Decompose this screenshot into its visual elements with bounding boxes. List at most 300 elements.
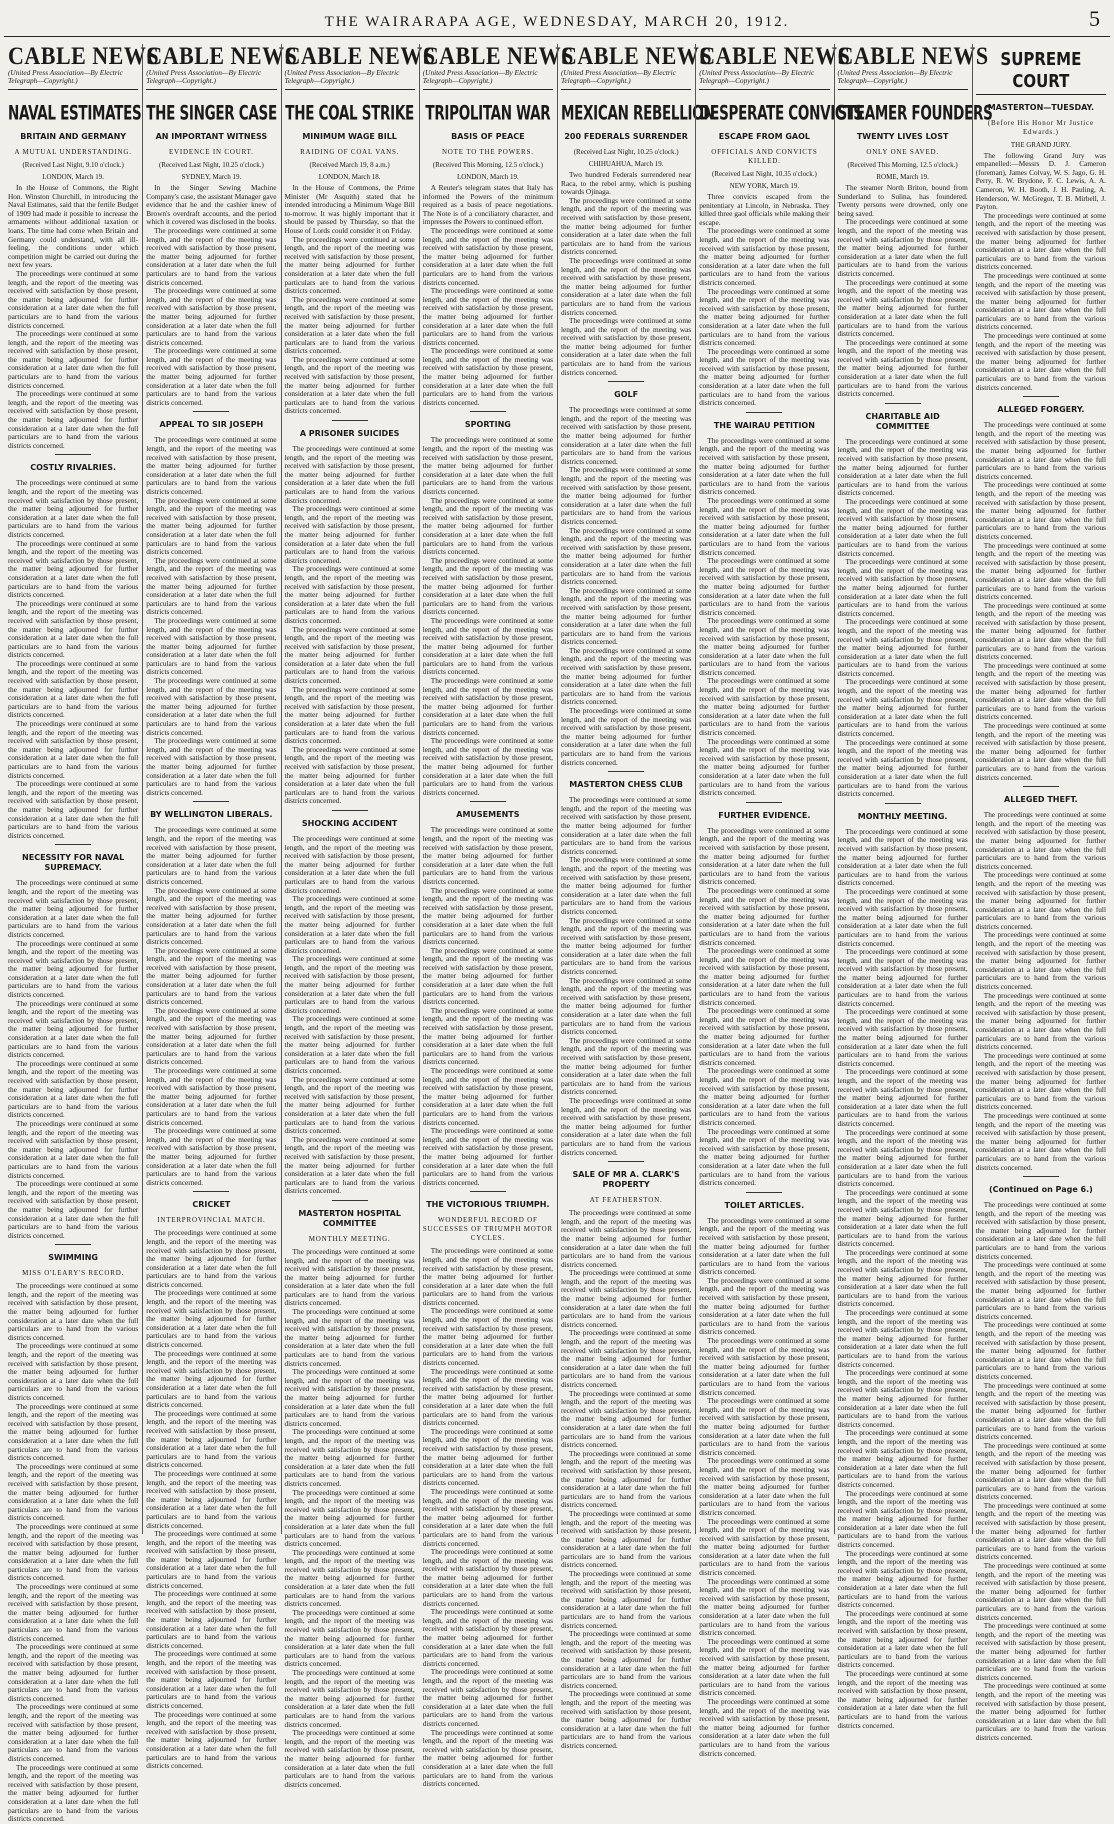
body-text: The proceedings were continued at some length, and the report of the meeting was received with satisfaction by those present, the matter being adjourned for further consideration at a later date when the full particulars are to hand from the various districts concerned. (561, 1095, 692, 1157)
body-text: The proceedings were continued at some length, and the report of the meeting was received with satisfaction by those present, the matter being adjourned for further consideration at a later date when the full particulars are to hand from the various districts concerned. (422, 1066, 553, 1127)
body-text: The proceedings were continued at some length, and the report of the meeting was received with satisfaction by those present, the matter being adjourned for further consideration at a later date when the full particulars are to hand from the various districts concerned. (699, 1275, 830, 1337)
press-association-line: (United Press Association—By Electric Telegraph—Copyright.) (561, 68, 676, 86)
body-text: The proceedings were continued at some length, and the report of the meeting was received with satisfaction by those present, the matter being adjourned for further consideration at a later date when the full particulars are to hand from the various districts concerned. (975, 1500, 1106, 1562)
body-text: The proceedings were continued at some length, and the report of the meeting was received with satisfaction by those present, the matter being adjourned for further consideration at a later date when the full particulars are to hand from the various districts concerned. (8, 1401, 139, 1463)
body-text: The proceedings were continued at some length, and the report of the meeting was received with satisfaction by those present, the matter being adjourned for further consideration at a later date when the full particulars are to hand from the various districts concerned. (837, 1247, 968, 1309)
section-heading: THE VICTORIOUS TRIUMPH. (426, 1200, 550, 1210)
section-rule (332, 1200, 368, 1201)
body-text: The proceedings were continued at some length, and the report of the meeting was received with satisfaction by those present, the matter being adjourned for further consideration at a later date when the full particulars are to hand from the various districts concerned. (284, 444, 415, 505)
body-text: The proceedings were continued at some length, and the report of the meeting was received with satisfaction by those present, the matter being adjourned for further consideration at a later date when the full particulars are to hand from the various districts concerned. (975, 420, 1106, 481)
body-text: The proceedings were continued at some length, and the report of the meeting was received with satisfaction by those present, the matter being adjourned for further consideration at a later date when the full particulars are to hand from the various districts concerned. (699, 556, 830, 617)
column-separator (419, 44, 420, 1534)
article-kicker: RAIDING OF COAL VANS. (300, 147, 400, 156)
body-text: The proceedings were continued at some length, and the report of the meeting was received with satisfaction by those present, the matter being adjourned for further consideration at a later date when the full particulars are to hand from the various districts concerned. (146, 1005, 277, 1067)
body-text: The proceedings were continued at some length, and the report of the meeting was received with satisfaction by those present, the matter being adjourned for further consideration at a later date when the full particulars are to hand from the various districts concerned. (975, 930, 1106, 992)
body-text: The proceedings were continued at some length, and the report of the meeting was received with satisfaction by those present, the matter being adjourned for further consideration at a later date when the full particulars are to hand from the various districts concerned. (146, 1709, 277, 1771)
body-text: The proceedings were continued at some length, and the report of the meeting was received with satisfaction by those present, the matter being adjourned for further consideration at a later date when the full particulars are to hand from the various districts concerned. (8, 538, 139, 600)
column-separator (557, 44, 558, 1534)
section-heading: TOILET ARTICLES. (724, 1200, 805, 1210)
body-text: The proceedings were continued at some length, and the report of the meeting was received with satisfaction by those present, the matter being adjourned for further consideration at a later date when the full particulars are to hand from the various districts concerned. (422, 346, 553, 407)
article-subheading: 200 FEDERALS SURRENDER (564, 131, 688, 141)
body-text: The proceedings were continued at some length, and the report of the meeting was received with satisfaction by those present, the matter being adjourned for further consideration at a later date when the full particulars are to hand from the various districts concerned. (975, 1110, 1106, 1172)
body-text: The proceedings were continued at some length, and the report of the meeting was received with satisfaction by those present, the matter being adjourned for further consideration at a later date when the full particulars are to hand from the various districts concerned. (975, 810, 1106, 871)
body-text: The proceedings were continued at some length, and the report of the meeting was received with satisfaction by those present, the matter being adjourned for further consideration at a later date when the full particulars are to hand from the various districts concerned. (146, 225, 277, 287)
body-text: The proceedings were continued at some length, and the report of the meeting was received with satisfaction by those present, the matter being adjourned for further consideration at a later date when the full particulars are to hand from the various districts concerned. (837, 497, 968, 558)
body-text: The proceedings were continued at some length, and the report of the meeting was received with satisfaction by those present, the matter being adjourned for further consideration at a later date when the full particulars are to hand from the various districts concerned. (975, 1681, 1106, 1742)
dateline: LONDON, March 19. (42, 173, 105, 182)
body-text: The proceedings were continued at some length, and the report of the meeting was received with satisfaction by those present, the matter being adjourned for further consideration at a later date when the full particulars are to hand from the various districts concerned. (284, 1307, 415, 1368)
body-text: The proceedings were continued at some length, and the report of the meeting was received with satisfaction by those present, the matter being adjourned for further consideration at a later date when the full particulars are to hand from the various districts concerned. (837, 337, 968, 399)
section-heading: AMUSEMENTS (456, 810, 520, 820)
body-text: The proceedings were continued at some length, and the report of the meeting was received with satisfaction by those present, the matter being adjourned for further consideration at a later date when the full particulars are to hand from the various districts concerned. (422, 615, 553, 677)
body-text: The proceedings were continued at some length, and the report of the meeting was received with satisfaction by those present, the matter being adjourned for further consideration at a later date when the full particulars are to hand from the various districts concerned. (975, 990, 1106, 1052)
cable-news-heading: CABLE NEWS (561, 41, 713, 70)
body-text: The proceedings were continued at some length, and the report of the meeting was received with satisfaction by those present, the matter being adjourned for further consideration at a later date when the full particulars are to hand from the various districts concerned. (699, 1636, 830, 1698)
article-subheading: AN IMPORTANT WITNESS (155, 131, 268, 141)
body-text: The proceedings were continued at some length, and the report of the meeting was received with satisfaction by those present, the matter being adjourned for further consideration at a later date when the full particulars are to hand from the various districts concerned. (837, 1548, 968, 1610)
body-text: The proceedings were continued at some length, and the report of the meeting was received with satisfaction by those present, the matter being adjourned for further consideration at a later date when the full particulars are to hand from the various districts concerned. (146, 615, 277, 677)
dateline: THE GRAND JURY. (1010, 141, 1071, 149)
section-heading: SWIMMING (48, 1253, 98, 1263)
body-text: The proceedings were continued at some length, and the report of the meeting was received with satisfaction by those present, the matter being adjourned for further consideration at a later date when the full particulars are to hand from the various districts concerned. (837, 1368, 968, 1429)
body-text: The proceedings were continued at some length, and the report of the meeting was received with satisfaction by those present, the matter being adjourned for further consideration at a later date when the full particulars are to hand from the various districts concerned. (561, 1629, 692, 1690)
body-text: The proceedings were continued at some length, and the report of the meeting was received with satisfaction by those present, the matter being adjourned for further consideration at a later date when the full particulars are to hand from the various districts concerned. (284, 234, 415, 296)
body-text: The proceedings were continued at some length, and the report of the meeting was received with satisfaction by those present, the matter being adjourned for further consideration at a later date when the full particulars are to hand from the various districts concerned. (146, 286, 277, 347)
body-text: The proceedings were continued at some length, and the report of the meeting was received with satisfaction by those present, the matter being adjourned for further consideration at a later date when the full particulars are to hand from the various districts concerned. (8, 478, 139, 539)
body-text: The proceedings were continued at some length, and the report of the meeting was received with satisfaction by those present, the matter being adjourned for further consideration at a later date when the full particulars are to hand from the various districts concerned. (284, 1547, 415, 1609)
section-rule (608, 1161, 644, 1162)
body-text: The proceedings were continued at some length, and the report of the meeting was received with satisfaction by those present, the matter being adjourned for further consideration at a later date when the full particulars are to hand from the various districts concerned. (975, 480, 1106, 541)
body-text: The proceedings were continued at some length, and the report of the meeting was received with satisfaction by those present, the matter being adjourned for further consideration at a later date when the full particulars are to hand from the various districts concerned. (561, 795, 692, 856)
article-headline: THE COAL STRIKE (285, 101, 414, 125)
section-rule (1023, 1176, 1059, 1177)
body-text: The proceedings were continued at some length, and the report of the meeting was received with satisfaction by those present, the matter being adjourned for further consideration at a later date when the full particulars are to hand from the various districts concerned. (837, 1007, 968, 1068)
column-separator (142, 44, 143, 1534)
dateline: CHIHUAHUA, March 19. (588, 160, 664, 169)
body-text: The proceedings were continued at some length, and the report of the meeting was received with satisfaction by those present, the matter being adjourned for further consideration at a later date when the full particulars are to hand from the various districts concerned. (8, 1281, 139, 1342)
body-text: The proceedings were continued at some length, and the report of the meeting was received with satisfaction by those present, the matter being adjourned for further consideration at a later date when the full particulars are to hand from the various districts concerned. (8, 1521, 139, 1583)
body-text: The proceedings were continued at some length, and the report of the meeting was received with satisfaction by those present, the matter being adjourned for further consideration at a later date when the full particulars are to hand from the various districts concerned. (561, 1328, 692, 1389)
column-rule (699, 89, 829, 90)
column-separator (834, 44, 835, 1534)
body-text: The proceedings were continued at some length, and the report of the meeting was received with satisfaction by those present, the matter being adjourned for further consideration at a later date when the full particulars are to hand from the various districts concerned. (975, 1260, 1106, 1321)
body-text: The proceedings were continued at some length, and the report of the meeting was received with satisfaction by those present, the matter being adjourned for further consideration at a later date when the full particulars are to hand from the various districts concerned. (284, 1607, 415, 1669)
section-heading: SALE OF MR A. CLARK'S PROPERTY (572, 1170, 680, 1190)
body-text: The proceedings were continued at some length, and the report of the meeting was received with satisfaction by those present, the matter being adjourned for further consideration at a later date when the full particulars are to hand from the various districts concerned. (699, 1215, 830, 1277)
body-text: The proceedings were continued at some length, and the report of the meeting was received with satisfaction by those present, the matter being adjourned for further consideration at a later date when the full particulars are to hand from the various districts concerned. (561, 1689, 692, 1750)
body-text: The proceedings were continued at some length, and the report of the meeting was received with satisfaction by those present, the matter being adjourned for further consideration at a later date when the full particulars are to hand from the various districts concerned. (837, 217, 968, 278)
body-text: The proceedings were continued at some length, and the report of the meeting was received with satisfaction by those present, the matter being adjourned for further consideration at a later date when the full particulars are to hand from the various districts concerned. (699, 1516, 830, 1578)
section-heading: FURTHER EVIDENCE. (718, 810, 811, 820)
body-text: The proceedings were continued at some length, and the report of the meeting was received with satisfaction by those present, the matter being adjourned for further consideration at a later date when the full particulars are to hand from the various districts concerned. (975, 1050, 1106, 1112)
article-body: In the House of Commons, the Prime Minister (Mr Asquith) stated that he intended introducing a Minimum Wage Bill to-morrow. It was highly important that it should be passed by Thursday, so that the House of Lords could consider it on Friday. (284, 183, 415, 235)
body-text: The proceedings were continued at some length, and the report of the meeting was received with satisfaction by those present, the matter being adjourned for further consideration at a later date when the full particulars are to hand from the various districts concerned. (146, 1649, 277, 1710)
body-text: The proceedings were continued at some length, and the report of the meeting was received with satisfaction by those present, the matter being adjourned for further consideration at a later date when the full particulars are to hand from the various districts concerned. (837, 1668, 968, 1730)
body-text: The proceedings were continued at some length, and the report of the meeting was received with satisfaction by those present, the matter being adjourned for further consideration at a later date when the full particulars are to hand from the various districts concerned. (975, 540, 1106, 602)
body-text: The proceedings were continued at some length, and the report of the meeting was received with satisfaction by those present, the matter being adjourned for further consideration at a later date when the full particulars are to hand from the various districts concerned. (561, 316, 692, 377)
cable-news-heading: CABLE NEWS (837, 41, 989, 70)
body-text: The proceedings were continued at some length, and the report of the meeting was received with satisfaction by those present, the matter being adjourned for further consideration at a later date when the full particulars are to hand from the various districts concerned. (146, 1589, 277, 1650)
column-rule (146, 89, 276, 90)
section-rule (332, 420, 368, 421)
body-text: The proceedings were continued at some length, and the report of the meeting was received with satisfaction by those present, the matter being adjourned for further consideration at a later date when the full particulars are to hand from the various districts concerned. (975, 721, 1106, 782)
body-text: The proceedings were continued at some length, and the report of the meeting was received with satisfaction by those present, the matter being adjourned for further consideration at a later date when the full particulars are to hand from the various districts concerned. (8, 1582, 139, 1643)
body-text: The proceedings were continued at some length, and the report of the meeting was received with satisfaction by those present, the matter being adjourned for further consideration at a later date when the full particulars are to hand from the various districts concerned. (284, 294, 415, 356)
section-heading: GOLF (614, 390, 639, 400)
body-text: The proceedings were continued at some length, and the report of the meeting was received with satisfaction by those present, the matter being adjourned for further consideration at a later date when the full particulars are to hand from the various districts concerned. (284, 1487, 415, 1549)
body-text: The proceedings were continued at some length, and the report of the meeting was received with satisfaction by those present, the matter being adjourned for further consideration at a later date when the full particulars are to hand from the various districts concerned. (284, 354, 415, 416)
body-text: The proceedings were continued at some length, and the report of the meeting was received with satisfaction by those present, the matter being adjourned for further consideration at a later date when the full particulars are to hand from the various districts concerned. (837, 557, 968, 618)
body-text: The proceedings were continued at some length, and the report of the meeting was received with satisfaction by those present, the matter being adjourned for further consideration at a later date when the full particulars are to hand from the various districts concerned. (284, 1246, 415, 1308)
body-text: The proceedings were continued at some length, and the report of the meeting was received with satisfaction by those present, the matter being adjourned for further consideration at a later date when the full particulars are to hand from the various districts concerned. (975, 210, 1106, 272)
news-column (561, 41, 715, 1750)
body-text: The proceedings were continued at some length, and the report of the meeting was received with satisfaction by those present, the matter being adjourned for further consideration at a later date when the full particulars are to hand from the various districts concerned. (699, 1336, 830, 1397)
body-text: The proceedings were continued at some length, and the report of the meeting was received with satisfaction by those present, the matter being adjourned for further consideration at a later date when the full particulars are to hand from the various districts concerned. (837, 277, 968, 339)
section-subheading: MISS O'LEARY'S RECORD. (22, 1269, 125, 1278)
body-text: The proceedings were continued at some length, and the report of the meeting was received with satisfaction by those present, the matter being adjourned for further consideration at a later date when the full particulars are to hand from the various districts concerned. (561, 1035, 692, 1097)
section-heading: A PRISONER SUICIDES (299, 429, 400, 439)
body-text: The proceedings were continued at some length, and the report of the meeting was received with satisfaction by those present, the matter being adjourned for further consideration at a later date when the full particulars are to hand from the various districts concerned. (699, 496, 830, 557)
body-text: The proceedings were continued at some length, and the report of the meeting was received with satisfaction by those present, the matter being adjourned for further consideration at a later date when the full particulars are to hand from the various districts concerned. (561, 855, 692, 916)
section-heading: CRICKET (192, 1200, 231, 1210)
section-heading: APPEAL TO SIR JOSEPH (159, 420, 264, 430)
body-text: The proceedings were continued at some length, and the report of the meeting was received with satisfaction by those present, the matter being adjourned for further consideration at a later date when the full particulars are to hand from the various districts concerned. (422, 1426, 553, 1488)
body-text: The proceedings were continued at some length, and the report of the meeting was received with satisfaction by those present, the matter being adjourned for further consideration at a later date when the full particulars are to hand from the various districts concerned. (422, 676, 553, 737)
body-text: The proceedings were continued at some length, and the report of the meeting was received with satisfaction by those present, the matter being adjourned for further consideration at a later date when the full particulars are to hand from the various districts concerned. (422, 1667, 553, 1728)
body-text: The proceedings were continued at some length, and the report of the meeting was received with satisfaction by those present, the matter being adjourned for further consideration at a later date when the full particulars are to hand from the various districts concerned. (146, 1529, 277, 1590)
body-text: The proceedings were continued at some length, and the report of the meeting was received with satisfaction by those present, the matter being adjourned for further consideration at a later date when the full particulars are to hand from the various districts concerned. (699, 676, 830, 738)
body-text: The proceedings were continued at some length, and the report of the meeting was received with satisfaction by those present, the matter being adjourned for further consideration at a later date when the full particulars are to hand from the various districts concerned. (8, 658, 139, 720)
section-heading: BY WELLINGTON LIBERALS. (150, 810, 273, 820)
body-text: The proceedings were continued at some length, and the report of the meeting was received with satisfaction by those present, the matter being adjourned for further consideration at a later date when the full particulars are to hand from the various districts concerned. (699, 226, 830, 287)
body-text: The proceedings were continued at some length, and the report of the meeting was received with satisfaction by those present, the matter being adjourned for further consideration at a later date when the full particulars are to hand from the various districts concerned. (422, 736, 553, 797)
body-text: The proceedings were continued at some length, and the report of the meeting was received with satisfaction by those present, the matter being adjourned for further consideration at a later date when the full particulars are to hand from the various districts concerned. (284, 744, 415, 806)
body-text: The proceedings were continued at some length, and the report of the meeting was received with satisfaction by those present, the matter being adjourned for further consideration at a later date when the full particulars are to hand from the various districts concerned. (8, 938, 139, 1000)
masthead-rule (4, 36, 1110, 37)
section-heading: CHARITABLE AID COMMITTEE (865, 411, 940, 431)
article-body: Three convicts escaped from the penitentiary at Lincoln, in Nebraska. They killed three gaol officials while making their escape. (699, 192, 830, 227)
body-text: The proceedings were continued at some length, and the report of the meeting was received with satisfaction by those present, the matter being adjourned for further consideration at a later date when the full particulars are to hand from the various districts concerned. (561, 525, 692, 587)
body-text: The proceedings were continued at some length, and the report of the meeting was received with satisfaction by those present, the matter being adjourned for further consideration at a later date when the full particulars are to hand from the various districts concerned. (975, 270, 1106, 332)
dateline: ROME, March 19. (876, 173, 929, 182)
body-text: The proceedings were continued at some length, and the report of the meeting was received with satisfaction by those present, the matter being adjourned for further consideration at a later date when the full particulars are to hand from the various districts concerned. (561, 1268, 692, 1329)
body-text: The proceedings were continued at some length, and the report of the meeting was received with satisfaction by those present, the matter being adjourned for further consideration at a later date when the full particulars are to hand from the various districts concerned. (699, 346, 830, 408)
cable-news-heading: CABLE NEWS (8, 41, 160, 70)
section-heading: MONTHLY MEETING. (857, 811, 948, 821)
article-headline: THE SINGER CASE (146, 101, 277, 125)
body-text: The proceedings were continued at some length, and the report of the meeting was received with satisfaction by those present, the matter being adjourned for further consideration at a later date when the full particulars are to hand from the various districts concerned. (284, 1427, 415, 1488)
news-column (146, 41, 298, 1771)
body-text: The proceedings were continued at some length, and the report of the meeting was received with satisfaction by those present, the matter being adjourned for further consideration at a later date when the full particulars are to hand from the various districts concerned. (837, 737, 968, 799)
body-text: The proceedings were continued at some length, and the report of the meeting was received with satisfaction by those present, the matter being adjourned for further consideration at a later date when the full particulars are to hand from the various districts concerned. (146, 945, 277, 1007)
body-text: The proceedings were continued at some length, and the report of the meeting was received with satisfaction by those present, the matter being adjourned for further consideration at a later date when the full particulars are to hand from the various districts concerned. (975, 1561, 1106, 1622)
body-text: The proceedings were continued at some length, and the report of the meeting was received with satisfaction by those present, the matter being adjourned for further consideration at a later date when the full particulars are to hand from the various districts concerned. (284, 833, 415, 895)
body-text: The proceedings were continued at some length, and the report of the meeting was received with satisfaction by those present, the matter being adjourned for further consideration at a later date when the full particulars are to hand from the various districts concerned. (975, 660, 1106, 722)
article-kicker: OFFICIALS AND CONVICTS KILLED. (711, 147, 818, 165)
body-text: The proceedings were continued at some length, and the report of the meeting was received with satisfaction by those present, the matter being adjourned for further consideration at a later date when the full particulars are to hand from the various districts concerned. (284, 1074, 415, 1136)
body-text: The proceedings were continued at some length, and the report of the meeting was received with satisfaction by those present, the matter being adjourned for further consideration at a later date when the full particulars are to hand from the various districts concerned. (422, 1366, 553, 1428)
section-rule (470, 801, 506, 802)
body-text: The proceedings were continued at some length, and the report of the meeting was received with satisfaction by those present, the matter being adjourned for further consideration at a later date when the full particulars are to hand from the various districts concerned. (561, 1448, 692, 1510)
body-text: The proceedings were continued at some length, and the report of the meeting was received with satisfaction by those present, the matter being adjourned for further consideration at a later date when the full particulars are to hand from the various districts concerned. (8, 1118, 139, 1180)
section-heading: COSTLY RIVALRIES. (30, 463, 117, 473)
section-rule (885, 803, 921, 804)
section-rule (470, 411, 506, 412)
column-rule (8, 89, 138, 90)
news-column (699, 41, 863, 1758)
section-heading: SHOCKING ACCIDENT (301, 818, 398, 828)
section-rule (55, 844, 91, 845)
article-kicker: (Before His Honor Mr Justice Edwards.) (987, 119, 1094, 136)
column-rule (976, 94, 1106, 95)
section-rule (608, 771, 644, 772)
article-body: Two hundred Federals surrendered near Raca, to the rebel army, which is pushing towards Ojinaga. (561, 170, 692, 197)
body-text: The proceedings were continued at some length, and the report of the meeting was received with satisfaction by those present, the matter being adjourned for further consideration at a later date when the full particulars are to hand from the various districts concerned. (699, 736, 830, 798)
section-subheading: INTERPROVINCIAL MATCH. (157, 1216, 266, 1225)
body-text: The proceedings were continued at some length, and the report of the meeting was received with satisfaction by those present, the matter being adjourned for further consideration at a later date when the full particulars are to hand from the various districts concerned. (146, 885, 277, 947)
body-text: The proceedings were continued at some length, and the report of the meeting was received with satisfaction by those present, the matter being adjourned for further consideration at a later date when the full particulars are to hand from the various districts concerned. (8, 1058, 139, 1120)
section-rule (332, 810, 368, 811)
article-body: The steamer North Briton, bound from Sunderland to Sulina, has foundered. Twenty persons were drowned, only one being saved. (837, 183, 968, 218)
body-text: The proceedings were continued at some length, and the report of the meeting was received with satisfaction by those present, the matter being adjourned for further consideration at a later date when the full particulars are to hand from the various districts concerned. (561, 255, 692, 317)
article-body: The following Grand Jury was empanelled:—Messrs D. J. Cameron (foreman), James Colvay, W. S. Jago, G. H. Perry, R. W. Brydone, F. C. Lewis, A. A. Cameron, W. H. Booth, J. H. Pauling, A. Henderson, W. McGregor, T. B. Mirbell, J. Payton. (975, 150, 1106, 212)
section-heading: ALLEGED FORGERY. (997, 405, 1085, 415)
body-text: The proceedings were continued at some length, and the report of the meeting was received with satisfaction by those present, the matter being adjourned for further consideration at a later date when the full particulars are to hand from the various districts concerned. (8, 1179, 139, 1240)
body-text: The proceedings were continued at some length, and the report of the meeting was received with satisfaction by those present, the matter being adjourned for further consideration at a later date when the full particulars are to hand from the various districts concerned. (146, 1228, 277, 1289)
body-text: The proceedings were continued at some length, and the report of the meeting was received with satisfaction by those present, the matter being adjourned for further consideration at a later date when the full particulars are to hand from the various districts concerned. (422, 435, 553, 496)
article-kicker: A MUTUAL UNDERSTANDING. (14, 147, 132, 156)
press-association-line: (United Press Association—By Electric Telegraph—Copyright.) (699, 68, 815, 86)
received-time: (Received This Morning, 12.5 o'clock.) (847, 160, 958, 169)
article-subheading: TWENTY LIVES LOST (856, 131, 949, 141)
article-headline: NAVAL ESTIMATES (8, 101, 142, 125)
column-separator (695, 44, 696, 1534)
article-headline: DESPERATE CONVICTS (699, 101, 863, 125)
body-text: The proceedings were continued at some length, and the report of the meeting was received with satisfaction by those present, the matter being adjourned for further consideration at a later date when the full particulars are to hand from the various districts concerned. (8, 1341, 139, 1402)
body-text: The proceedings were continued at some length, and the report of the meeting was received with satisfaction by those present, the matter being adjourned for further consideration at a later date when the full particulars are to hand from the various districts concerned. (975, 1320, 1106, 1381)
received-time: (Received This Morning, 12.5 o'clock.) (432, 160, 543, 169)
body-text: The proceedings were continued at some length, and the report of the meeting was received with satisfaction by those present, the matter being adjourned for further consideration at a later date when the full particulars are to hand from the various districts concerned. (422, 1005, 553, 1067)
news-column (837, 41, 993, 1730)
section-rule (1023, 396, 1059, 397)
received-time: (Received March 19, 8 a.m.) (309, 160, 390, 169)
body-text: The proceedings were continued at some length, and the report of the meeting was received with satisfaction by those present, the matter being adjourned for further consideration at a later date when the full particulars are to hand from the various districts concerned. (422, 1306, 553, 1368)
article-subheading: BRITAIN AND GERMANY (20, 131, 127, 141)
body-text: The proceedings were continued at some length, and the report of the meeting was received with satisfaction by those present, the matter being adjourned for further consideration at a later date when the full particulars are to hand from the various districts concerned. (422, 1246, 553, 1307)
section-heading: MASTERTON HOSPITAL COMMITTEE (298, 1208, 401, 1228)
body-text: The proceedings were continued at some length, and the report of the meeting was received with satisfaction by those present, the matter being adjourned for further consideration at a later date when the full particulars are to hand from the various districts concerned. (146, 736, 277, 797)
section-rule (608, 381, 644, 382)
body-text: The proceedings were continued at some length, and the report of the meeting was received with satisfaction by those present, the matter being adjourned for further consideration at a later date when the full particulars are to hand from the various districts concerned. (146, 1468, 277, 1530)
article-headline: SUPREME COURT (1000, 48, 1082, 92)
body-text: The proceedings were continued at some length, and the report of the meeting was received with satisfaction by those present, the matter being adjourned for further consideration at a later date when the full particulars are to hand from the various districts concerned. (284, 1668, 415, 1729)
body-text: The proceedings were continued at some length, and the report of the meeting was received with satisfaction by those present, the matter being adjourned for further consideration at a later date when the full particulars are to hand from the various districts concerned. (837, 947, 968, 1008)
news-column (284, 41, 436, 1789)
press-association-line: (United Press Association—By Electric Telegraph—Copyright.) (284, 68, 400, 86)
body-text: The proceedings were continued at some length, and the report of the meeting was received with satisfaction by those present, the matter being adjourned for further consideration at a later date when the full particulars are to hand from the various districts concerned. (284, 1367, 415, 1428)
column-rule (423, 89, 553, 90)
body-text: The proceedings were continued at some length, and the report of the meeting was received with satisfaction by those present, the matter being adjourned for further consideration at a later date when the full particulars are to hand from the various districts concerned. (699, 1066, 830, 1127)
body-text: The proceedings were continued at some length, and the report of the meeting was received with satisfaction by those present, the matter being adjourned for further consideration at a later date when the full particulars are to hand from the various districts concerned. (837, 1428, 968, 1489)
dateline: LONDON, March 18. (318, 173, 381, 182)
body-text: The proceedings were continued at some length, and the report of the meeting was received with satisfaction by those present, the matter being adjourned for further consideration at a later date when the full particulars are to hand from the various districts concerned. (837, 1488, 968, 1550)
body-text: The proceedings were continued at some length, and the report of the meeting was received with satisfaction by those present, the matter being adjourned for further consideration at a later date when the full particulars are to hand from the various districts concerned. (8, 1642, 139, 1703)
body-text: The proceedings were continued at some length, and the report of the meeting was received with satisfaction by those present, the matter being adjourned for further consideration at a later date when the full particulars are to hand from the various districts concerned. (8, 598, 139, 660)
body-text: The proceedings were continued at some length, and the report of the meeting was received with satisfaction by those present, the matter being adjourned for further consideration at a later date when the full particulars are to hand from the various districts concerned. (975, 1621, 1106, 1682)
section-rule (193, 801, 229, 802)
body-text: The proceedings were continued at some length, and the report of the meeting was received with satisfaction by those present, the matter being adjourned for further consideration at a later date when the full particulars are to hand from the various districts concerned. (146, 495, 277, 557)
body-text: The proceedings were continued at some length, and the report of the meeting was received with satisfaction by those present, the matter being adjourned for further consideration at a later date when the full particulars are to hand from the various districts concerned. (561, 706, 692, 767)
body-text: The proceedings were continued at some length, and the report of the meeting was received with satisfaction by those present, the matter being adjourned for further consideration at a later date when the full particulars are to hand from the various districts concerned. (561, 1208, 692, 1269)
body-text: The proceedings were continued at some length, and the report of the meeting was received with satisfaction by those present, the matter being adjourned for further consideration at a later date when the full particulars are to hand from the various districts concerned. (975, 870, 1106, 931)
body-text: The proceedings were continued at some length, and the report of the meeting was received with satisfaction by those present, the matter being adjourned for further consideration at a later date when the full particulars are to hand from the various districts concerned. (837, 826, 968, 888)
body-text: The proceedings were continued at some length, and the report of the meeting was received with satisfaction by those present, the matter being adjourned for further consideration at a later date when the full particulars are to hand from the various districts concerned. (561, 975, 692, 1037)
body-text: The proceedings were continued at some length, and the report of the meeting was received with satisfaction by those present, the matter being adjourned for further consideration at a later date when the full particulars are to hand from the various districts concerned. (975, 1380, 1106, 1442)
section-rule (55, 1244, 91, 1245)
column-rule (285, 89, 415, 90)
body-text: The proceedings were continued at some length, and the report of the meeting was received with satisfaction by those present, the matter being adjourned for further consideration at a later date when the full particulars are to hand from the various districts concerned. (699, 1696, 830, 1758)
body-text: The proceedings were continued at some length, and the report of the meeting was received with satisfaction by those present, the matter being adjourned for further consideration at a later date when the full particulars are to hand from the various districts concerned. (837, 1308, 968, 1369)
cable-news-heading: CABLE NEWS (284, 41, 436, 70)
body-text: The proceedings were continued at some length, and the report of the meeting was received with satisfaction by those present, the matter being adjourned for further consideration at a later date when the full particulars are to hand from the various districts concerned. (422, 885, 553, 947)
section-subheading: MONTHLY MEETING. (308, 1234, 391, 1243)
article-headline: TRIPOLITAN WAR (425, 101, 551, 125)
article-headline: STEAMER FOUNDERS (837, 101, 993, 125)
body-text: The proceedings were continued at some length, and the report of the meeting was received with satisfaction by those present, the matter being adjourned for further consideration at a later date when the full particulars are to hand from the various districts concerned. (699, 885, 830, 947)
section-subheading: AT FEATHERSTON. (589, 1196, 663, 1205)
body-text: The proceedings were continued at some length, and the report of the meeting was received with satisfaction by those present, the matter being adjourned for further consideration at a later date when the full particulars are to hand from the various districts concerned. (699, 1006, 830, 1067)
press-association-line: (United Press Association—By Electric Telegraph—Copyright.) (837, 68, 953, 86)
body-text: The proceedings were continued at some length, and the report of the meeting was received with satisfaction by those present, the matter being adjourned for further consideration at a later date when the full particulars are to hand from the various districts concerned. (146, 435, 277, 496)
body-text: The proceedings were continued at some length, and the report of the meeting was received with satisfaction by those present, the matter being adjourned for further consideration at a later date when the full particulars are to hand from the various districts concerned. (284, 1134, 415, 1196)
section-heading: MASTERTON CHESS CLUB (569, 780, 683, 790)
section-rule (193, 411, 229, 412)
article-headline: MEXICAN REBELLION (561, 101, 715, 125)
article-kicker: EVIDENCE IN COURT. (168, 147, 254, 156)
article-body: In the Singer Sewing Machine Company's case, the assistant Manager gave evidence that he and the cashier knew of Brown's overdraft accounts, and the period which it covered was disclosed in the books. (146, 183, 277, 227)
body-text: The proceedings were continued at some length, and the report of the meeting was received with satisfaction by those present, the matter being adjourned for further consideration at a later date when the full particulars are to hand from the various districts concerned. (422, 945, 553, 1007)
body-text: The proceedings were continued at some length, and the report of the meeting was received with satisfaction by those present, the matter being adjourned for further consideration at a later date when the full particulars are to hand from the various districts concerned. (837, 1067, 968, 1128)
body-text: The proceedings were continued at some length, and the report of the meeting was received with satisfaction by those present, the matter being adjourned for further consideration at a later date when the full particulars are to hand from the various districts concerned. (8, 779, 139, 840)
body-text: The proceedings were continued at some length, and the report of the meeting was received with satisfaction by those present, the matter being adjourned for further consideration at a later date when the full particulars are to hand from the various districts concerned. (837, 1127, 968, 1189)
news-column (8, 41, 160, 1824)
body-text: The proceedings were continued at some length, and the report of the meeting was received with satisfaction by those present, the matter being adjourned for further consideration at a later date when the full particulars are to hand from the various districts concerned. (284, 564, 415, 625)
section-heading: (Continued on Page 6.) (988, 1185, 1093, 1195)
body-text: The proceedings were continued at some length, and the report of the meeting was received with satisfaction by those present, the matter being adjourned for further consideration at a later date when the full particulars are to hand from the various districts concerned. (837, 436, 968, 498)
body-text: The proceedings were continued at some length, and the report of the meeting was received with satisfaction by those present, the matter being adjourned for further consideration at a later date when the full particulars are to hand from the various districts concerned. (699, 286, 830, 348)
article-subheading: BASIS OF PEACE (451, 131, 525, 141)
body-text: The proceedings were continued at some length, and the report of the meeting was received with satisfaction by those present, the matter being adjourned for further consideration at a later date when the full particulars are to hand from the various districts concerned. (561, 405, 692, 466)
article-kicker: NOTE TO THE POWERS. (441, 147, 534, 156)
body-text: The proceedings were continued at some length, and the report of the meeting was received with satisfaction by those present, the matter being adjourned for further consideration at a later date when the full particulars are to hand from the various districts concerned. (975, 1200, 1106, 1261)
column-rule (561, 89, 691, 90)
body-text: The proceedings were continued at some length, and the report of the meeting was received with satisfaction by those present, the matter being adjourned for further consideration at a later date when the full particulars are to hand from the various districts concerned. (837, 886, 968, 948)
article-subheading: MINIMUM WAGE BILL (302, 131, 397, 141)
body-text: The proceedings were continued at some length, and the report of the meeting was received with satisfaction by those present, the matter being adjourned for further consideration at a later date when the full particulars are to hand from the various districts concerned. (146, 346, 277, 407)
news-column (975, 44, 1106, 1742)
section-rule (1023, 786, 1059, 787)
column-separator (281, 44, 282, 1534)
body-text: The proceedings were continued at some length, and the report of the meeting was received with satisfaction by those present, the matter being adjourned for further consideration at a later date when the full particulars are to hand from the various districts concerned. (422, 555, 553, 617)
body-text: The proceedings were continued at some length, and the report of the meeting was received with satisfaction by those present, the matter being adjourned for further consideration at a later date when the full particulars are to hand from the various districts concerned. (284, 954, 415, 1015)
section-heading: NECESSITY FOR NAVAL SUPREMACY. (22, 853, 125, 873)
column-separator (972, 44, 973, 1534)
section-rule (885, 403, 921, 404)
body-text: The proceedings were continued at some length, and the report of the meeting was received with satisfaction by those present, the matter being adjourned for further consideration at a later date when the full particulars are to hand from the various districts concerned. (561, 465, 692, 526)
body-text: The proceedings were continued at some length, and the report of the meeting was received with satisfaction by those present, the matter being adjourned for further consideration at a later date when the full particulars are to hand from the various districts concerned. (146, 1126, 277, 1187)
body-text: The proceedings were continued at some length, and the report of the meeting was received with satisfaction by those present, the matter being adjourned for further consideration at a later date when the full particulars are to hand from the various districts concerned. (146, 1288, 277, 1350)
received-time: (Received Last Night, 10.35 o'clock.) (711, 169, 817, 178)
section-rule (470, 1191, 506, 1192)
body-text: The proceedings were continued at some length, and the report of the meeting was received with satisfaction by those present, the matter being adjourned for further consideration at a later date when the full particulars are to hand from the various districts concerned. (422, 1727, 553, 1789)
body-text: The proceedings were continued at some length, and the report of the meeting was received with satisfaction by those present, the matter being adjourned for further consideration at a later date when the full particulars are to hand from the various districts concerned. (422, 495, 553, 557)
body-text: The proceedings were continued at some length, and the report of the meeting was received with satisfaction by those present, the matter being adjourned for further consideration at a later date when the full particulars are to hand from the various districts concerned. (284, 894, 415, 955)
press-association-line: (United Press Association—By Electric Telegraph—Copyright.) (146, 68, 262, 86)
body-text: The proceedings were continued at some length, and the report of the meeting was received with satisfaction by those present, the matter being adjourned for further consideration at a later date when the full particulars are to hand from the various districts concerned. (422, 1486, 553, 1548)
body-text: The proceedings were continued at some length, and the report of the meeting was received with satisfaction by those present, the matter being adjourned for further consideration at a later date when the full particulars are to hand from the various districts concerned. (422, 1547, 553, 1608)
section-heading: ALLEGED THEFT. (1004, 795, 1078, 805)
article-body: In the House of Commons, the Right Hon. Winston Churchill, in introducing the Naval Estimates, said that the fertile Budget of 1909 had made it possible to increase the armaments without additional taxation or loans. The time had come when Britain and Germany could understand, with all ill-feeling, the conditions under which competition might be carried out during the next few years. (8, 183, 139, 270)
body-text: The proceedings were continued at some length, and the report of the meeting was received with satisfaction by those present, the matter being adjourned for further consideration at a later date when the full particulars are to hand from the various districts concerned. (8, 268, 139, 330)
body-text: The proceedings were continued at some length, and the report of the meeting was received with satisfaction by those present, the matter being adjourned for further consideration at a later date when the full particulars are to hand from the various districts concerned. (699, 1396, 830, 1457)
body-text: The proceedings were continued at some length, and the report of the meeting was received with satisfaction by those present, the matter being adjourned for further consideration at a later date when the full particulars are to hand from the various districts concerned. (837, 677, 968, 739)
body-text: The proceedings were continued at some length, and the report of the meeting was received with satisfaction by those present, the matter being adjourned for further consideration at a later date when the full particulars are to hand from the various districts concerned. (699, 825, 830, 887)
press-association-line: (United Press Association—By Electric Telegraph—Copyright.) (8, 68, 123, 86)
cable-news-heading: CABLE NEWS (146, 41, 298, 70)
body-text: The proceedings were continued at some length, and the report of the meeting was received with satisfaction by those present, the matter being adjourned for further consideration at a later date when the full particulars are to hand from the various districts concerned. (8, 1702, 139, 1763)
body-text: The proceedings were continued at some length, and the report of the meeting was received with satisfaction by those present, the matter being adjourned for further consideration at a later date when the full particulars are to hand from the various districts concerned. (146, 825, 277, 886)
cable-news-heading: CABLE NEWS (699, 41, 851, 70)
news-column (422, 41, 574, 1789)
dateline: NEW YORK, March 19. (729, 182, 800, 191)
body-text: The proceedings were continued at some length, and the report of the meeting was received with satisfaction by those present, the matter being adjourned for further consideration at a later date when the full particulars are to hand from the various districts concerned. (975, 1440, 1106, 1502)
body-text: The proceedings were continued at some length, and the report of the meeting was received with satisfaction by those present, the matter being adjourned for further consideration at a later date when the full particulars are to hand from the various districts concerned. (837, 1608, 968, 1670)
body-text: The proceedings were continued at some length, and the report of the meeting was received with satisfaction by those present, the matter being adjourned for further consideration at a later date when the full particulars are to hand from the various districts concerned. (146, 555, 277, 617)
body-text: The proceedings were continued at some length, and the report of the meeting was received with satisfaction by those present, the matter being adjourned for further consideration at a later date when the full particulars are to hand from the various districts concerned. (975, 600, 1106, 662)
body-text: The proceedings were continued at some length, and the report of the meeting was received with satisfaction by those present, the matter being adjourned for further consideration at a later date when the full particulars are to hand from the various districts concerned. (146, 1066, 277, 1127)
body-text: The proceedings were continued at some length, and the report of the meeting was received with satisfaction by those present, the matter being adjourned for further consideration at a later date when the full particulars are to hand from the various districts concerned. (284, 1014, 415, 1075)
body-text: The proceedings were continued at some length, and the report of the meeting was received with satisfaction by those present, the matter being adjourned for further consideration at a later date when the full particulars are to hand from the various districts concerned. (146, 1408, 277, 1470)
body-text: The proceedings were continued at some length, and the report of the meeting was received with satisfaction by those present, the matter being adjourned for further consideration at a later date when the full particulars are to hand from the various districts concerned. (699, 1576, 830, 1638)
body-text: The proceedings were continued at some length, and the report of the meeting was received with satisfaction by those present, the matter being adjourned for further consideration at a later date when the full particulars are to hand from the various districts concerned. (284, 504, 415, 565)
body-text: The proceedings were continued at some length, and the report of the meeting was received with satisfaction by those present, the matter being adjourned for further consideration at a later date when the full particulars are to hand from the various districts concerned. (8, 998, 139, 1060)
body-text: The proceedings were continued at some length, and the report of the meeting was received with satisfaction by those present, the matter being adjourned for further consideration at a later date when the full particulars are to hand from the various districts concerned. (422, 225, 553, 287)
body-text: The proceedings were continued at some length, and the report of the meeting was received with satisfaction by those present, the matter being adjourned for further consideration at a later date when the full particulars are to hand from the various districts concerned. (8, 719, 139, 780)
body-text: The proceedings were continued at some length, and the report of the meeting was received with satisfaction by those present, the matter being adjourned for further consideration at a later date when the full particulars are to hand from the various districts concerned. (8, 389, 139, 450)
body-text: The proceedings were continued at some length, and the report of the meeting was received with satisfaction by those present, the matter being adjourned for further consideration at a later date when the full particulars are to hand from the various districts concerned. (146, 676, 277, 737)
body-text: The proceedings were continued at some length, and the report of the meeting was received with satisfaction by those present, the matter being adjourned for further consideration at a later date when the full particulars are to hand from the various districts concerned. (146, 1348, 277, 1410)
body-text: The proceedings were continued at some length, and the report of the meeting was received with satisfaction by those present, the matter being adjourned for further consideration at a later date when the full particulars are to hand from the various districts concerned. (422, 286, 553, 347)
section-rule (746, 802, 782, 803)
section-rule (193, 1191, 229, 1192)
body-text: The proceedings were continued at some length, and the report of the meeting was received with satisfaction by those present, the matter being adjourned for further consideration at a later date when the full particulars are to hand from the various districts concerned. (699, 946, 830, 1007)
section-rule (746, 1192, 782, 1193)
body-text: The proceedings were continued at some length, and the report of the meeting was received with satisfaction by those present, the matter being adjourned for further consideration at a later date when the full particulars are to hand from the various districts concerned. (422, 1607, 553, 1668)
received-time: (Received Last Night, 9.10 o'clock.) (22, 160, 124, 169)
body-text: The proceedings were continued at some length, and the report of the meeting was received with satisfaction by those present, the matter being adjourned for further consideration at a later date when the full particulars are to hand from the various districts concerned. (699, 435, 830, 497)
masthead (0, 0, 1114, 38)
body-text: The proceedings were continued at some length, and the report of the meeting was received with satisfaction by those present, the matter being adjourned for further consideration at a later date when the full particulars are to hand from the various districts concerned. (699, 1456, 830, 1517)
body-text: The proceedings were continued at some length, and the report of the meeting was received with satisfaction by those present, the matter being adjourned for further consideration at a later date when the full particulars are to hand from the various districts concerned. (561, 585, 692, 647)
body-text: The proceedings were continued at some length, and the report of the meeting was received with satisfaction by those present, the matter being adjourned for further consideration at a later date when the full particulars are to hand from the various districts concerned. (561, 915, 692, 977)
body-text: The proceedings were continued at some length, and the report of the meeting was received with satisfaction by those present, the matter being adjourned for further consideration at a later date when the full particulars are to hand from the various districts concerned. (8, 1461, 139, 1523)
body-text: The proceedings were continued at some length, and the report of the meeting was received with satisfaction by those present, the matter being adjourned for further consideration at a later date when the full particulars are to hand from the various districts concerned. (8, 329, 139, 390)
page-number: 5 (1089, 6, 1100, 31)
body-text: The proceedings were continued at some length, and the report of the meeting was received with satisfaction by those present, the matter being adjourned for further consideration at a later date when the full particulars are to hand from the various districts concerned. (561, 1569, 692, 1630)
body-text: The proceedings were continued at some length, and the report of the meeting was received with satisfaction by those present, the matter being adjourned for further consideration at a later date when the full particulars are to hand from the various districts concerned. (422, 825, 553, 886)
dateline: LONDON, March 19. (456, 173, 519, 182)
body-text: The proceedings were continued at some length, and the report of the meeting was received with satisfaction by those present, the matter being adjourned for further consideration at a later date when the full particulars are to hand from the various districts concerned. (837, 1187, 968, 1249)
